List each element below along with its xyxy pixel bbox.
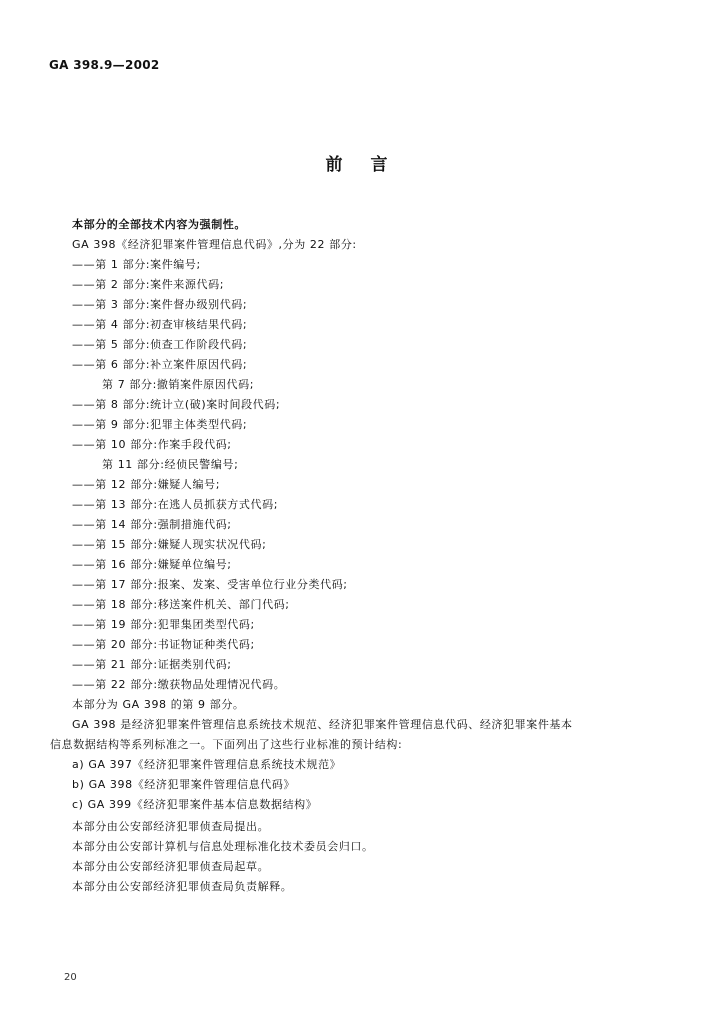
part-item: ——第 10 部分:作案手段代码;: [72, 438, 232, 451]
series-description: GA 398 是经济犯罪案件管理信息系统技术规范、经济犯罪案件管理信息代码、经济犯罪案件基本: [72, 718, 573, 731]
part-item: ——第 2 部分:案件来源代码;: [72, 278, 225, 291]
closing-statement: 本部分由公安部经济犯罪侦查局负责解释。: [72, 880, 293, 893]
part-item: ——第 14 部分:强制措施代码;: [72, 518, 232, 531]
series-intro: GA 398《经济犯罪案件管理信息代码》,分为 22 部分:: [72, 238, 357, 251]
part-item: ——第 8 部分:统计立(破)案时间段代码;: [72, 398, 281, 411]
page-title: 前言: [325, 155, 416, 175]
part-item: ——第 20 部分:书证物证种类代码;: [72, 638, 255, 651]
structure-item: c) GA 399《经济犯罪案件基本信息数据结构》: [72, 798, 318, 811]
part-item: ——第 12 部分:嫌疑人编号;: [72, 478, 221, 491]
part-item: ——第 13 部分:在逃人员抓获方式代码;: [72, 498, 279, 511]
page-number: 20: [64, 972, 77, 983]
part-item: ——第 22 部分:缴获物品处理情况代码。: [72, 678, 286, 691]
closing-statement: 本部分由公安部计算机与信息处理标准化技术委员会归口。: [72, 840, 374, 853]
part-item: ——第 18 部分:移送案件机关、部门代码;: [72, 598, 290, 611]
part-item: 第 7 部分:撤销案件原因代码;: [102, 378, 255, 391]
part-item: ——第 1 部分:案件编号;: [72, 258, 201, 271]
part-item: ——第 17 部分:报案、发案、受害单位行业分类代码;: [72, 578, 348, 591]
closing-statement: 本部分由公安部经济犯罪侦查局提出。: [72, 820, 270, 833]
part-item: 第 11 部分:经侦民警编号;: [102, 458, 239, 471]
part-item: ——第 9 部分:犯罪主体类型代码;: [72, 418, 248, 431]
mandatory-statement: 本部分的全部技术内容为强制性。: [72, 218, 246, 231]
part-item: ——第 21 部分:证据类别代码;: [72, 658, 232, 671]
part-item: ——第 6 部分:补立案件原因代码;: [72, 358, 248, 371]
this-part-statement: 本部分为 GA 398 的第 9 部分。: [72, 698, 245, 711]
part-item: ——第 4 部分:初查审核结果代码;: [72, 318, 248, 331]
part-item: ——第 5 部分:侦查工作阶段代码;: [72, 338, 248, 351]
series-description-cont: 信息数据结构等系列标准之一。下面列出了这些行业标准的预计结构:: [50, 738, 403, 751]
part-item: ——第 16 部分:嫌疑单位编号;: [72, 558, 232, 571]
structure-item: b) GA 398《经济犯罪案件管理信息代码》: [72, 778, 296, 791]
part-item: ——第 19 部分:犯罪集团类型代码;: [72, 618, 255, 631]
part-item: ——第 15 部分:嫌疑人现实状况代码;: [72, 538, 267, 551]
part-item: ——第 3 部分:案件督办级别代码;: [72, 298, 248, 311]
closing-statement: 本部分由公安部经济犯罪侦查局起草。: [72, 860, 270, 873]
structure-item: a) GA 397《经济犯罪案件管理信息系统技术规范》: [72, 758, 342, 771]
standard-number: GA 398.9—2002: [49, 58, 160, 72]
